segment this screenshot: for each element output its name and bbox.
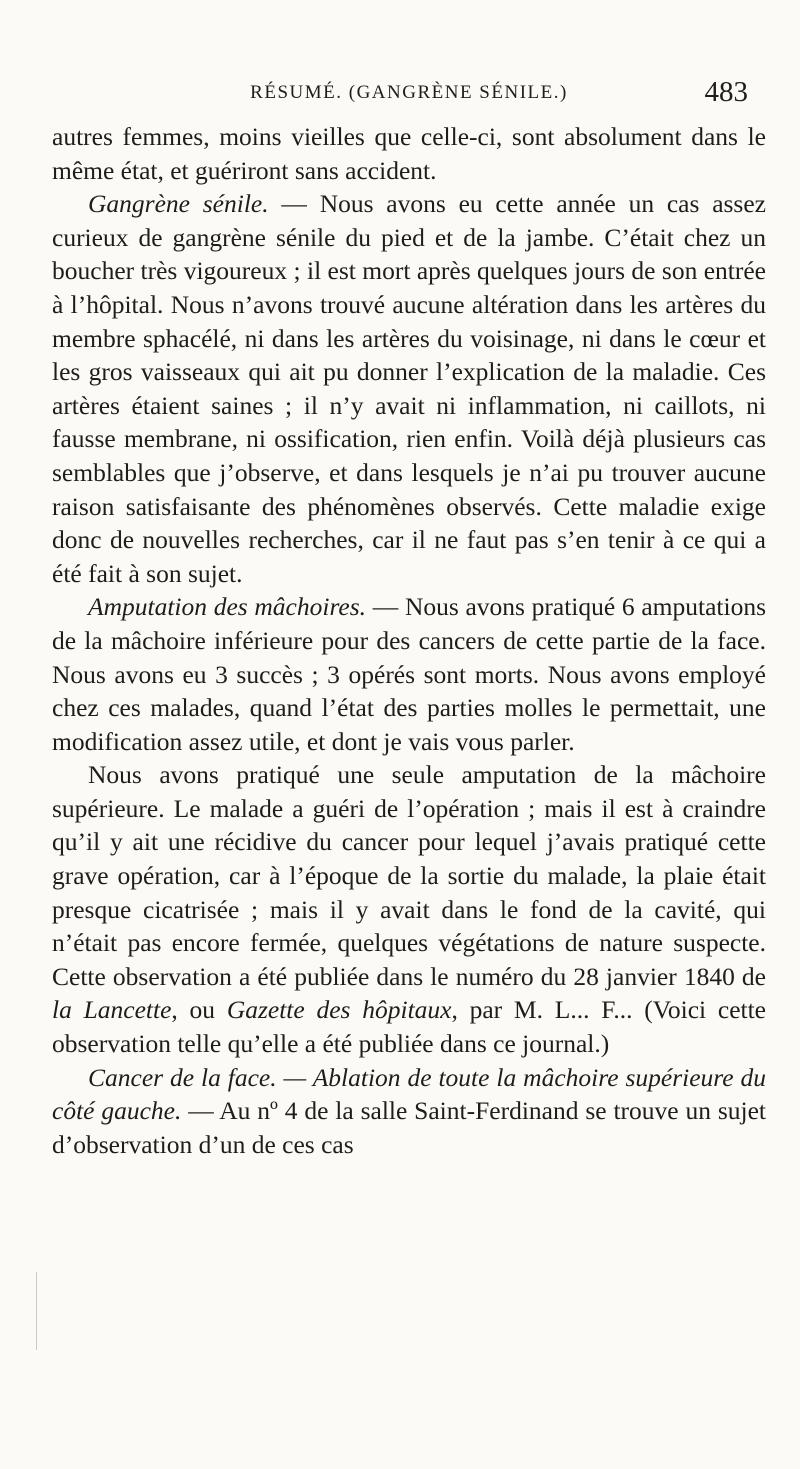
paragraph-text: — Nous avons eu cette année un cas assez curieux de gangrène sénile du pied et de la jambe. C’était chez un boucher très vigoureux ; il est mort après quelques jours de son entrée à l’hôpital. Nous n’avons trouvé aucune altération dans les artères du membre sphacélé, ni dans les artères du voisinage, ni dans le cœur et les gros vaisseaux qui ait pu donner l’explication de la maladie. Ces artères étaient saines ; il n’y avait ni inflammation, ni caillots, ni fausse membrane, ni ossification, rien enfin. Voilà déjà plusieurs cas semblables que j’observe, et dans lesquels je n’ai pu trouver aucune raison satisfaisante des phénomènes observés. Cette maladie exige donc de nouvelles recherches, car il ne faut pas s’en tenir à ce qui a été fait à son sujet. <box>52 189 766 588</box>
paragraph-cancer-face <box>52 1061 766 1162</box>
journal-title-lancette: la Lancette <box>52 995 172 1025</box>
journal-title-gazette: Gazette des hôpitaux <box>226 995 452 1025</box>
body-text <box>52 120 766 1161</box>
running-head <box>52 76 766 114</box>
paragraph-text: , ou <box>171 995 227 1025</box>
paragraph-text: autres femmes, moins vieilles que celle-ci, sont absolument dans le même état, et guériront sans accident. <box>52 122 766 185</box>
paragraph-gangrene-senile <box>52 187 766 590</box>
margin-mark <box>36 1272 37 1350</box>
running-title: RÉSUMÉ. (GANGRÈNE SÉNILE.) <box>250 82 568 103</box>
section-heading-gangrene: Gangrène sénile. <box>88 189 269 219</box>
paragraph-text: Nous avons pratiqué une seule amputation de la mâchoire supérieure. Le malade a guéri de l’opération ; mais il est à craindre qu’il y ait une récidive du cancer pour lequel j’avais pratiqué cette grave opération, car à l’époque de la sortie du malade, la plaie était presque cicatrisée ; mais il y avait dans le fond de la cavité, qui n’était pas encore fermée, quelques végétations de nature suspecte. Cette observation a été publiée dans le numéro du 28 janvier 1840 de <box>52 760 766 991</box>
section-heading-cancer: Cancer de la face. — Ablation de toute la mâchoire supérieure du côté gauche. <box>52 1062 766 1126</box>
paragraph-text: , par M. L... F... (Voici cette observation telle qu’elle a été publiée dans ce journal.) <box>52 995 766 1059</box>
paragraph-amputation-machoires <box>52 590 766 758</box>
paragraph-text: — Nous avons pratiqué 6 amputations de la mâchoire inférieure pour des cancers de cette partie de la face. Nous avons eu 3 succès ; 3 opérés sont morts. Nous avons employé chez ces malades, quand l’état des parties molles le permettait, une modification assez utile, et dont je vais vous parler. <box>52 592 766 756</box>
page-number: 483 <box>704 76 748 108</box>
paragraph-continuation <box>52 120 766 187</box>
paragraph-machoire-superieure <box>52 758 766 1060</box>
paragraph-text: — Au nº 4 de la salle Saint-Ferdinand se trouve un sujet d’observation d’un de ces cas <box>52 1096 767 1159</box>
section-heading-amputation: Amputation des mâchoires. <box>88 592 367 622</box>
